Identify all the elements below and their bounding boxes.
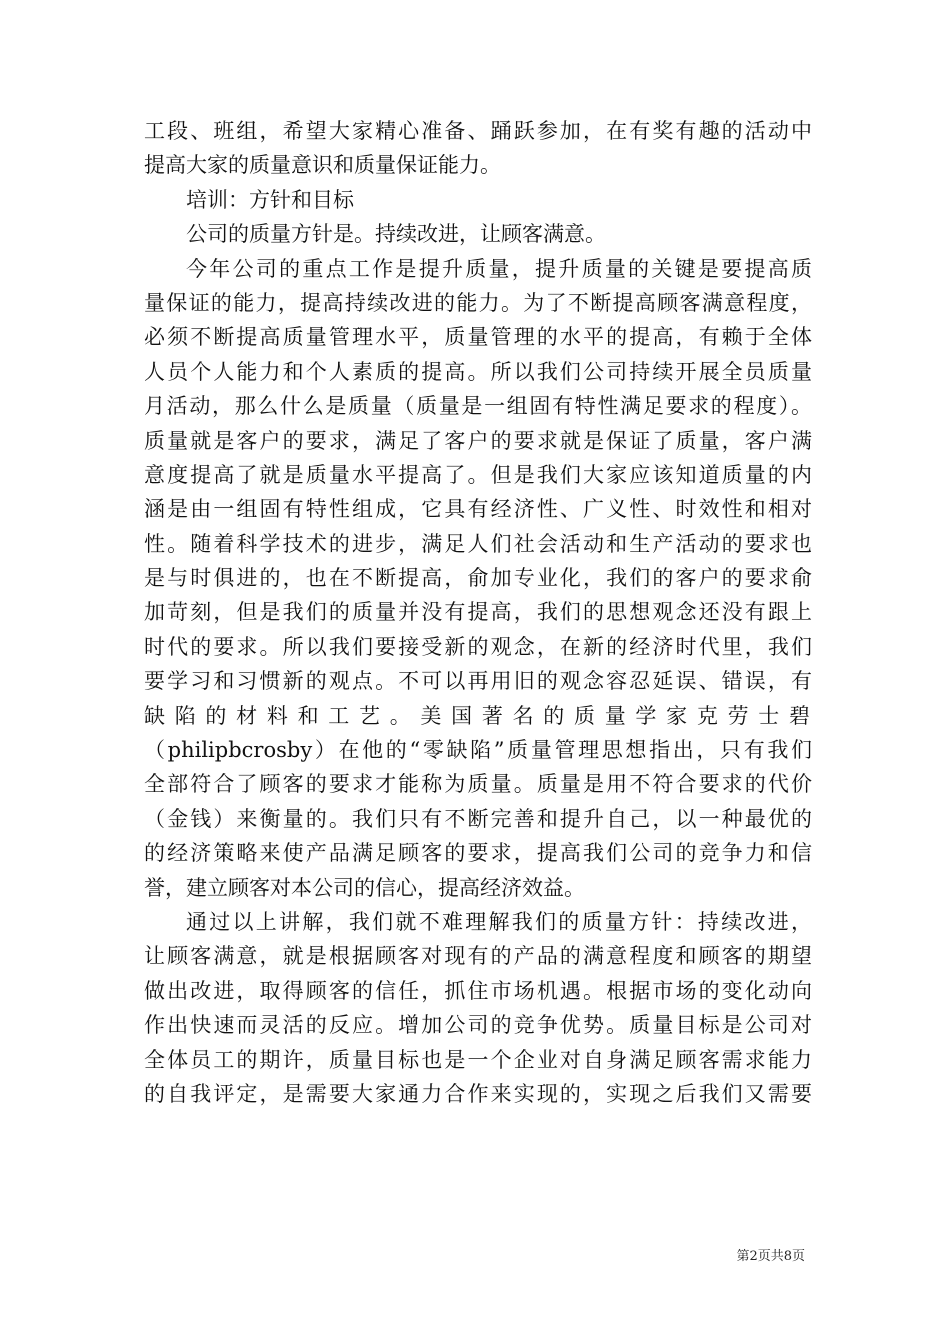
text-line: 做出改进，取得顾客的信任，抓住市场机遇。根据市场的变化动向: [144, 978, 812, 1003]
text-line: 公司的质量方针是。持续改进，让顾客满意。: [186, 222, 606, 247]
document-body: [144, 114, 812, 1111]
text-line: 量保证的能力，提高持续改进的能力。为了不断提高顾客满意程度，: [144, 290, 812, 315]
text-line: 让顾客满意，就是根据顾客对现有的产品的满意程度和顾客的期望: [144, 944, 812, 969]
text-line: 今年公司的重点工作是提升质量，提升质量的关键是要提高质: [186, 256, 812, 281]
text-line: 的经济策略来使产品满足顾客的要求，提高我们公司的竞争力和信: [144, 841, 812, 866]
text-line: （philipbcrosby）在他的“零缺陷”质量管理思想指出，只有我们: [144, 738, 812, 763]
text-line: 质量就是客户的要求，满足了客户的要求就是保证了质量，客户满: [144, 428, 812, 453]
page-number: 第2页共8页: [736, 1249, 805, 1264]
text-line: 培训：方针和目标: [186, 187, 354, 212]
text-line: 涵是由一组固有特性组成，它具有经济性、广义性、时效性和相对: [144, 497, 812, 522]
text-line: 工段、班组，希望大家精心准备、踊跃参加，在有奖有趣的活动中: [144, 119, 812, 143]
text-line: 要学习和习惯新的观点。不可以再用旧的观念容忍延误、错误，有: [144, 669, 812, 694]
text-line: 的自我评定，是需要大家通力合作来实现的，实现之后我们又需要: [144, 1081, 812, 1106]
text-line: 作出快速而灵活的反应。增加公司的竞争优势。质量目标是公司对: [144, 1013, 812, 1038]
text-line: 提高大家的质量意识和质量保证能力。: [144, 153, 501, 178]
text-line: 誉，建立顾客对本公司的信心，提高经济效益。: [144, 875, 585, 900]
text-line: （金钱）来衡量的。我们只有不断完善和提升自己，以一种最优的: [144, 806, 812, 831]
text-line: 时代的要求。所以我们要接受新的观念，在新的经济时代里，我们: [144, 634, 812, 659]
text-line: 必须不断提高质量管理水平，质量管理的水平的提高，有赖于全体: [144, 325, 812, 350]
text-line: 缺陷的材料和工艺。美国著名的质量学家克劳士碧: [144, 703, 812, 728]
text-line: 加苛刻，但是我们的质量并没有提高，我们的思想观念还没有跟上: [144, 600, 812, 625]
text-line: 全体员工的期许，质量目标也是一个企业对自身满足顾客需求能力: [144, 1047, 812, 1072]
text-line: 通过以上讲解，我们就不难理解我们的质量方针：持续改进，: [186, 909, 812, 934]
text-line: 是与时俱进的，也在不断提高，俞加专业化，我们的客户的要求俞: [144, 566, 812, 591]
text-line: 人员个人能力和个人素质的提高。所以我们公司持续开展全员质量: [144, 359, 812, 384]
text-line: 月活动，那么什么是质量（质量是一组固有特性满足要求的程度）。: [144, 394, 812, 419]
text-line: 意度提高了就是质量水平提高了。但是我们大家应该知道质量的内: [144, 462, 812, 487]
text-line: 全部符合了顾客的要求才能称为质量。质量是用不符合要求的代价: [144, 772, 812, 797]
text-line: 性。随着科学技术的进步，满足人们社会活动和生产活动的要求也: [144, 531, 812, 556]
